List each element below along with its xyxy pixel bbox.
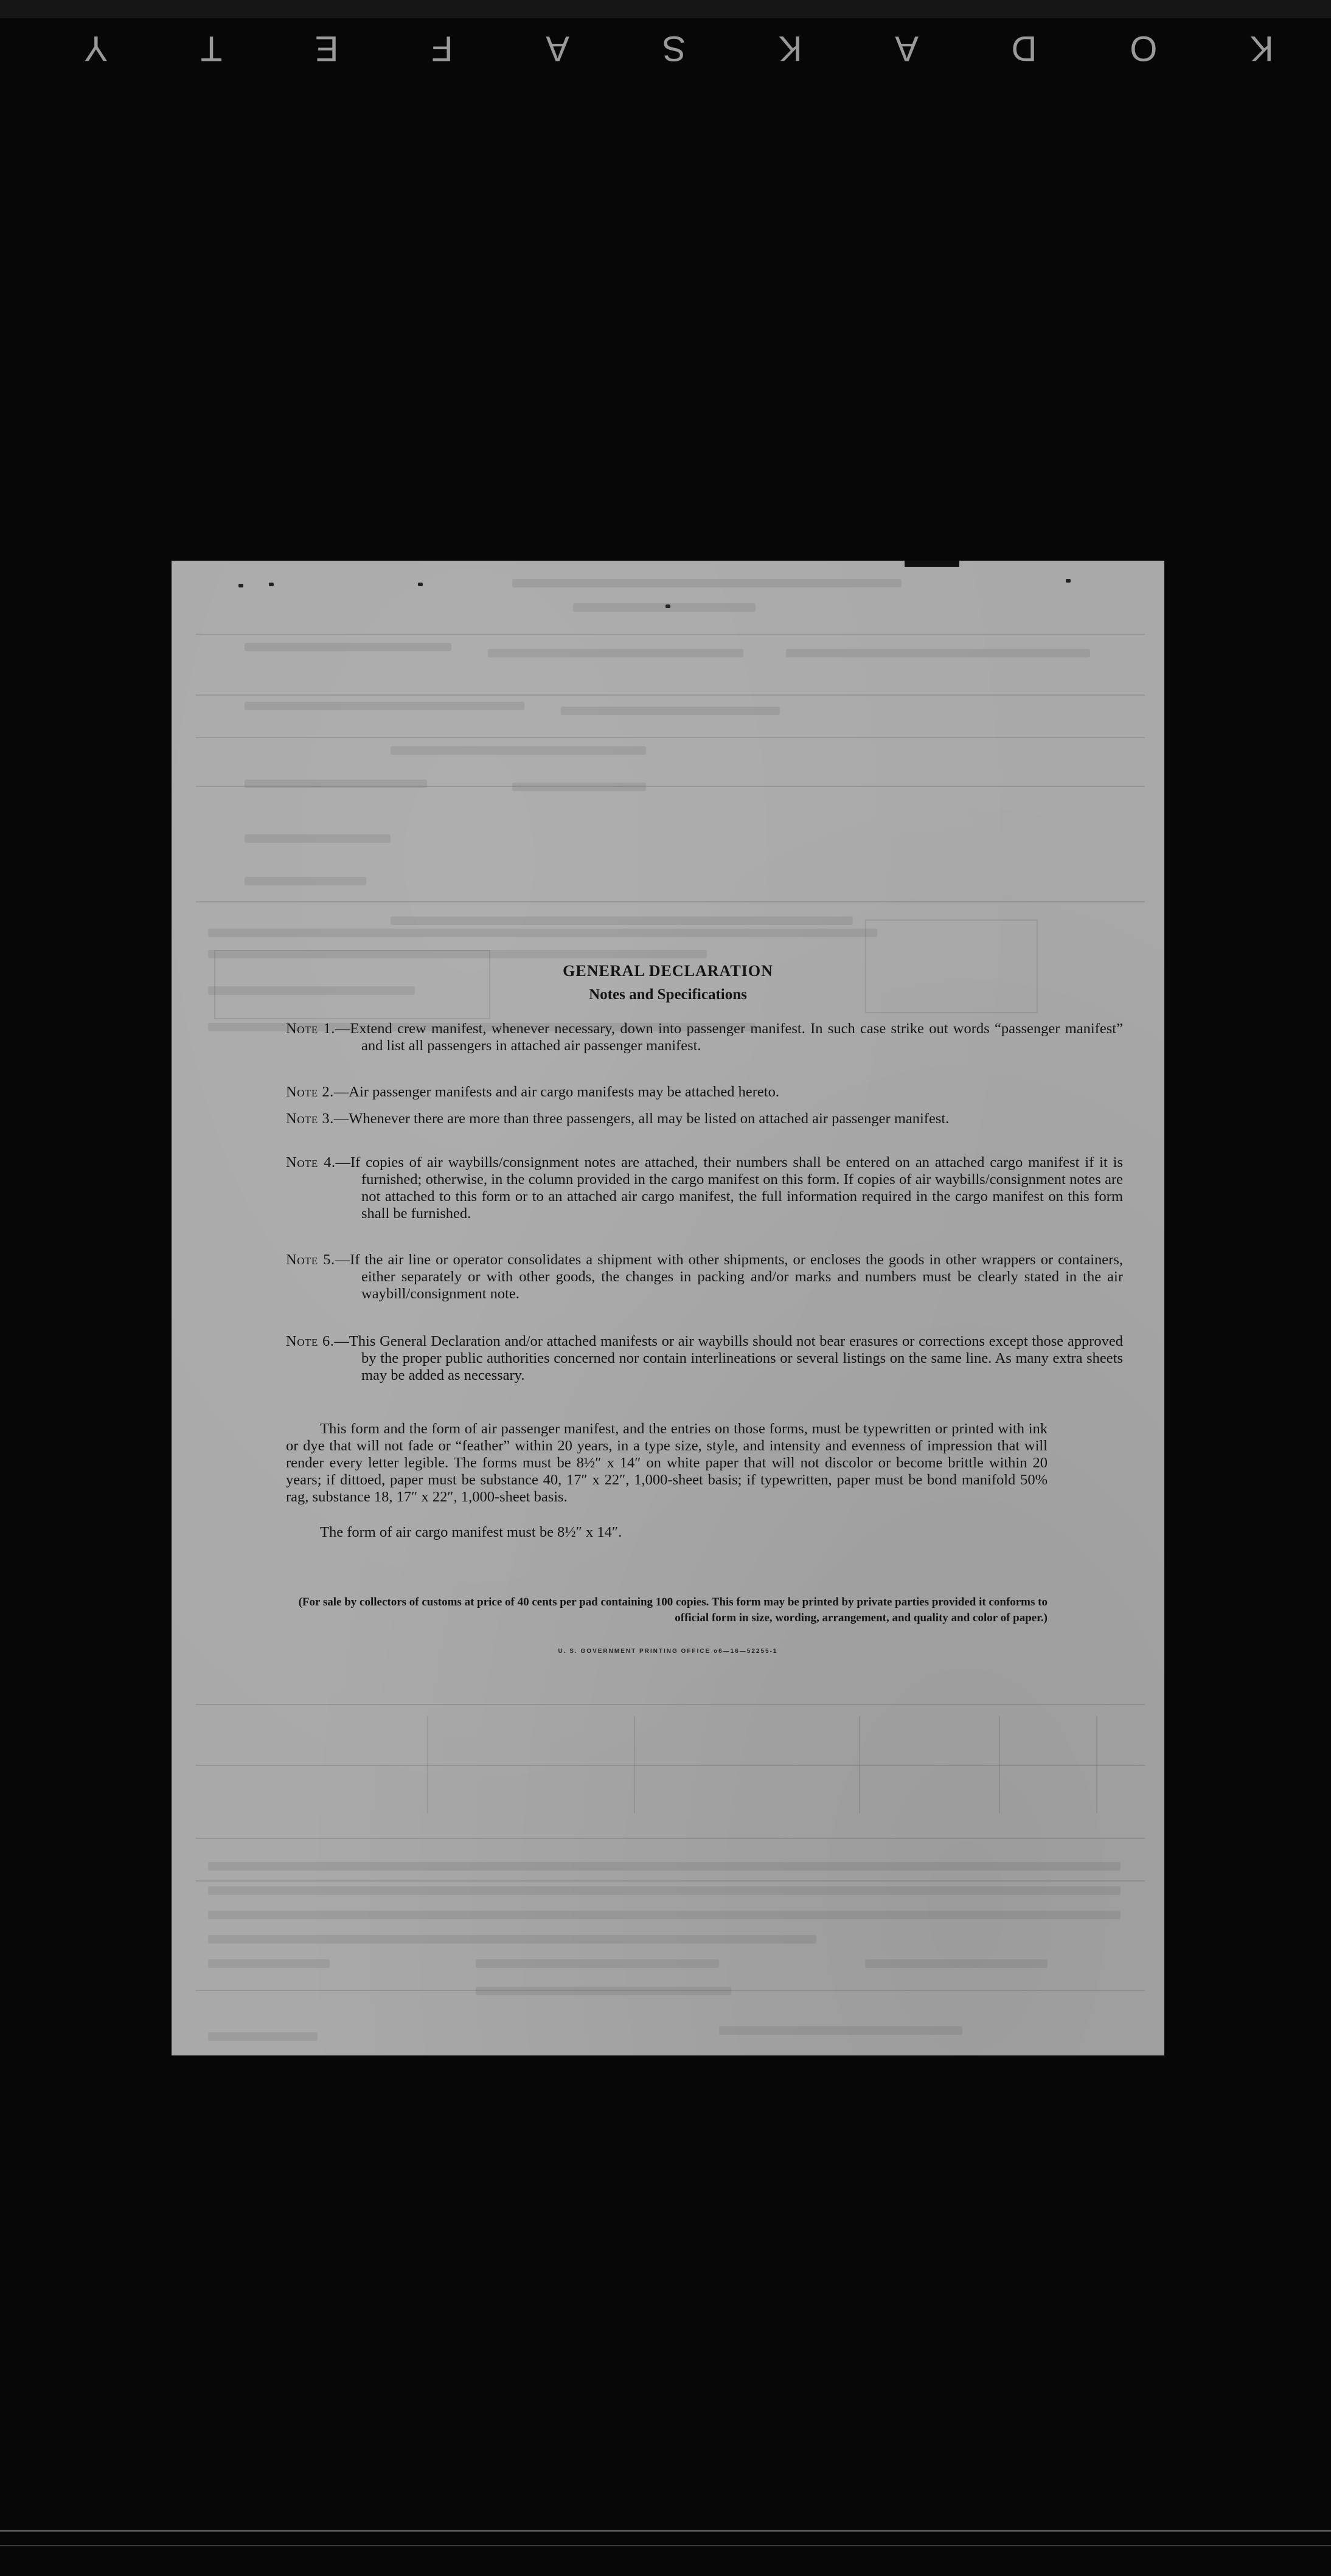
ghost-rule [196, 1990, 1145, 1991]
note-3: Note 3.—Whenever there are more than three passengers, all may be listed on attached air passenger manifest. [286, 1110, 950, 1127]
ghost-text-line [245, 834, 391, 843]
ghost-text-line [245, 877, 366, 885]
ghost-column-rule [1096, 1716, 1097, 1813]
ghost-text-line [512, 579, 902, 587]
ghost-text-line [786, 649, 1090, 657]
speck [666, 604, 670, 608]
cargo-manifest-size-line: The form of air cargo manifest must be 8½″ x 14″. [320, 1524, 622, 1540]
note-text: This General Declaration and/or attached manifests or air waybills should not bear erasures or corrections except those approved by the proper public authorities concerned nor contain interlineations or several listings on the same line. As many extra sheets may be added as necessary. [349, 1333, 1123, 1383]
ghost-text-line [245, 702, 524, 710]
ghost-column-rule [427, 1716, 428, 1813]
ghost-column-rule [634, 1716, 635, 1813]
speck [269, 583, 274, 586]
film-edge-character: F [429, 29, 453, 69]
ghost-text-line [573, 603, 756, 612]
note-text: If copies of air waybills/consignment notes are attached, their numbers shall be entered on an attached cargo manifest if it is furnished; otherwise, in the column provided in the cargo manifest on this form. If copies of air waybills/consignment notes are not attached to this form or to an attached air cargo manifest, the full information required in the cargo manifest on this form shall be furnished. [350, 1154, 1123, 1222]
ghost-text-line [391, 746, 646, 755]
note-label: Note 1. [286, 1020, 335, 1037]
note-label: Note 3. [286, 1110, 334, 1127]
ghost-text-line [391, 916, 853, 925]
ghost-text-line [488, 649, 743, 657]
note-label: Note 2. [286, 1084, 334, 1100]
film-edge-character: O [1127, 29, 1158, 69]
film-edge-character: A [892, 29, 919, 69]
printer-line: U. S. GOVERNMENT PRINTING OFFICE o6—16—52255-1 [558, 1648, 778, 1655]
scanned-document-page [172, 561, 1164, 2055]
note-2: Note 2.—Air passenger manifests and air cargo manifests may be attached hereto. [286, 1084, 779, 1100]
ghost-rule [196, 1704, 1145, 1705]
ghost-text-line [208, 1911, 1121, 1919]
ghost-rule [196, 901, 1145, 902]
ghost-rule [196, 786, 1145, 787]
film-top-border [0, 0, 1331, 18]
form-specification-paragraph: This form and the form of air passenger manifest, and the entries on those forms, must be typewritten or printed with ink or dye that will not fade or “feather” within 20 years, in a type size, style, and intensity and evenness of impression that will render every letter legible. The forms must be 8½″ x 14″ on white paper that will not discolor or become brittle within 20 years; if dittoed, paper must be substance 40, 17″ x 22″, 1,000-sheet basis; if typewritten, paper must be bond manifold 50% rag, substance 18, 17″ x 22″, 1,000-sheet basis. [286, 1421, 1048, 1505]
film-edge-character: A [543, 29, 569, 69]
film-bottom-line [0, 2545, 1331, 2546]
page-top-mark [905, 561, 959, 567]
ghost-text-line [245, 643, 451, 651]
ghost-column-rule [999, 1716, 1000, 1813]
speck [238, 584, 243, 587]
note-text: Air passenger manifests and air cargo manifests may be attached hereto. [349, 1084, 779, 1100]
sale-notice: (For sale by collectors of customs at price of 40 cents per pad containing 100 copies. This form may be printed by private parties provided it conforms to official form in size, wording, arrangement, and quality and color of paper.) [298, 1596, 1048, 1624]
ghost-rule [196, 1880, 1145, 1882]
ghost-text-line [208, 1862, 1121, 1871]
page-subtitle: Notes and Specifications [589, 986, 747, 1003]
ghost-text-line [561, 707, 780, 715]
note-label: Note 6. [286, 1333, 335, 1349]
ghost-text-line [476, 1959, 719, 1968]
ghost-text-line [245, 780, 427, 788]
film-edge-character: K [1247, 29, 1274, 69]
ghost-column-rule [859, 1716, 860, 1813]
ghost-rule [196, 1765, 1145, 1766]
film-edge-character: E [312, 29, 339, 69]
film-edge-character: T [198, 29, 223, 69]
film-edge-marking [0, 18, 1331, 79]
note-text: Extend crew manifest, whenever necessary, down into passenger manifest. In such case strike out words “passenger manifest” and list all passengers in attached air passenger manifest. [350, 1020, 1123, 1054]
film-edge-text [0, 18, 1331, 79]
note-1: Note 1.—Extend crew manifest, whenever necessary, down into passenger manifest. In such case strike out words “passenger manifest” and list all passengers in attached air passenger manifest. [286, 1020, 1123, 1054]
film-bottom-line [0, 2530, 1331, 2532]
note-label: Note 5. [286, 1252, 335, 1268]
bleed-through-ghost [172, 561, 1164, 2055]
ghost-text-line [208, 1886, 1121, 1895]
note-text: If the air line or operator consolidates a shipment with other shipments, or encloses the goods in other wrappers or containers, either separately or with other goods, the changes in packing and/or marks and numbers must be clearly stated in the air waybill/consignment note. [350, 1252, 1123, 1302]
film-edge-character: Y [82, 29, 108, 69]
ghost-text-line [208, 1935, 816, 1944]
film-edge-character: D [1009, 29, 1037, 69]
ghost-text-line [476, 1987, 731, 1995]
speck [1066, 579, 1071, 583]
note-5: Note 5.—If the air line or operator consolidates a shipment with other shipments, or encloses the goods in other wrappers or containers, either separately or with other goods, the changes in packing and/or marks and numbers must be clearly stated in the air waybill/consignment note. [286, 1252, 1123, 1302]
ghost-box [214, 950, 490, 1019]
note-label: Note 4. [286, 1154, 336, 1171]
note-4: Note 4.—If copies of air waybills/consignment notes are attached, their numbers shall be entered on an attached cargo manifest if it is furnished; otherwise, in the column provided in the cargo manifest on this form. If copies of air waybills/consignment notes are not attached to this form or to an attached air cargo manifest, the full information required in the cargo manifest on this form shall be furnished. [286, 1154, 1123, 1222]
ghost-text-line [208, 1959, 330, 1968]
film-edge-character: S [659, 29, 686, 69]
ghost-text-line [208, 2032, 318, 2041]
ghost-text-line [208, 929, 877, 937]
ghost-rule [196, 694, 1145, 696]
film-edge-character: K [776, 29, 802, 69]
ghost-rule [196, 634, 1145, 635]
ghost-text-line [208, 950, 707, 958]
page-title: GENERAL DECLARATION [563, 962, 773, 980]
ghost-text-line [512, 783, 646, 791]
ghost-rule [196, 737, 1145, 738]
ghost-text-line [719, 2026, 962, 2035]
ghost-rule [196, 1838, 1145, 1839]
ghost-text-line [865, 1959, 1048, 1968]
note-6: Note 6.—This General Declaration and/or attached manifests or air waybills should not bear erasures or corrections except those approved by the proper public authorities concerned nor contain interlineations or several listings on the same line. As many extra sheets may be added as necessary. [286, 1333, 1123, 1383]
speck [418, 583, 423, 586]
note-text: Whenever there are more than three passengers, all may be listed on attached air passenger manifest. [349, 1110, 950, 1127]
